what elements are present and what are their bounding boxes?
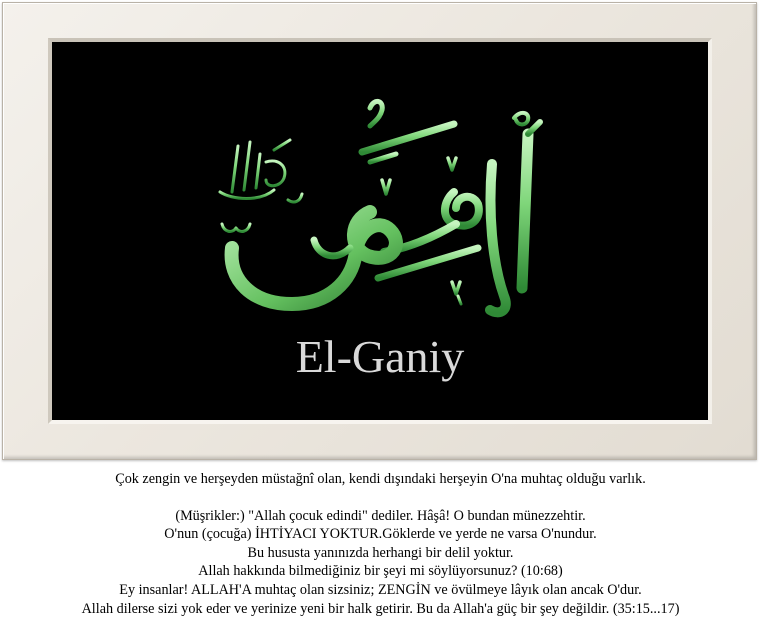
verse-line: (Müşrikler:) "Allah çocuk edindi" dediler. Hâşâ! O bundan münezzehtir. [175, 507, 586, 524]
artwork-title: El-Ganiy [295, 331, 465, 382]
paragraph-gap [0, 489, 761, 507]
summary-line: Çok zengin ve herşeyden müstağnî olan, kendi dışındaki herşeyin O'na muhtaç olduğu varlık. [115, 471, 646, 487]
verse-line: Allah dilerse sizi yok eder ve yerinize yeni bir halk getirir. Bu da Allah'a güç bir şey değildir. (35:15...17) [81, 600, 680, 617]
calligraphy-artwork [52, 42, 708, 420]
honorific-calligraphy [220, 140, 302, 231]
description-text [0, 470, 761, 618]
verse-line: Bu hususta yanınızda herhangi bir delil yoktur. [247, 544, 514, 561]
verse-line: Ey insanlar! ALLAH'A muhtaç olan sizsiniz; ZENGİN ve övülmeye lâyık olan ancak O'dur. [119, 581, 642, 598]
verse-line: O'nun (çocuğa) İHTİYACI YOKTUR.Göklerde ve yerde ne varsa O'nundur. [164, 526, 597, 543]
calligraphy-panel [52, 42, 708, 420]
arabic-name-calligraphy [232, 101, 540, 312]
verse-line: Allah hakkında bilmediğiniz bir şeyi mi söylüyorsunuz? (10:68) [198, 563, 563, 580]
